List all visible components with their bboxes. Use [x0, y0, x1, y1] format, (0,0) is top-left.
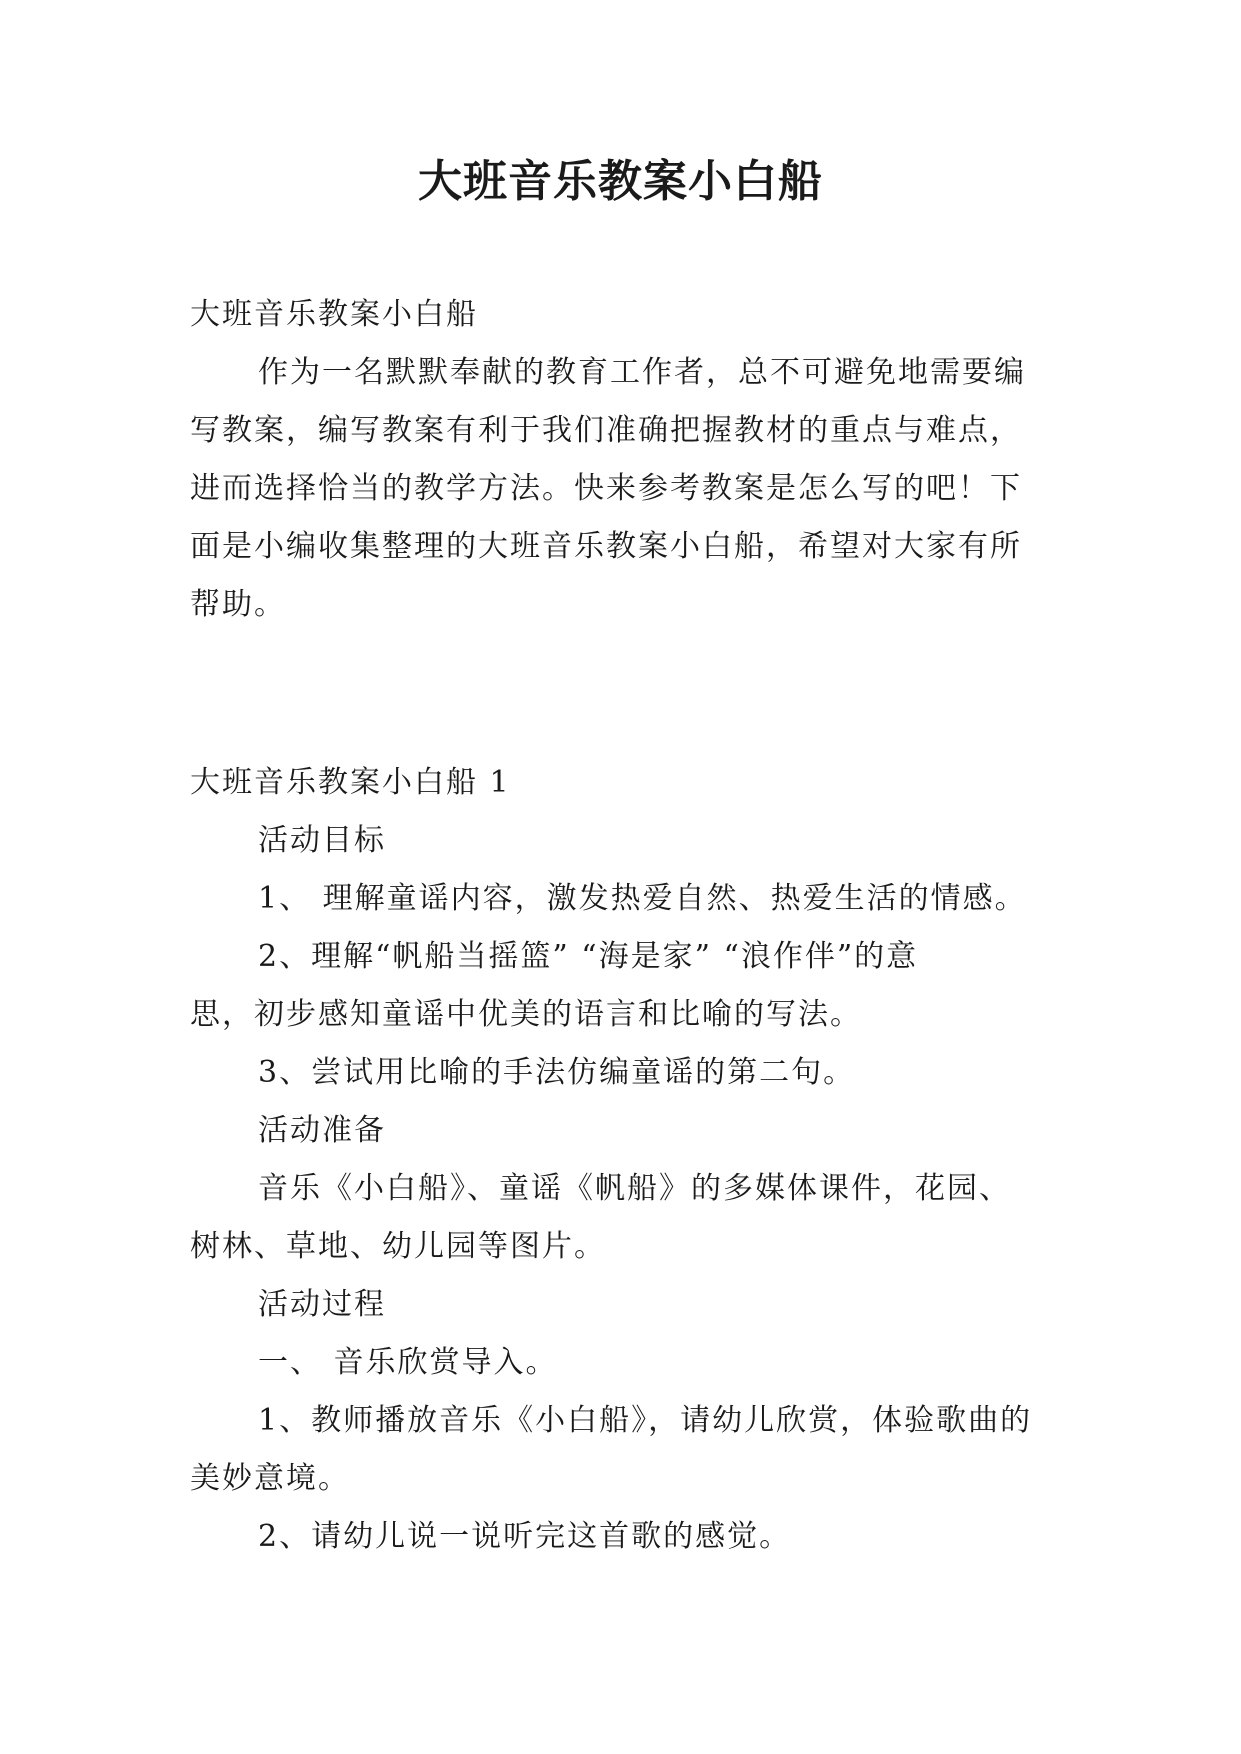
process-heading: 活动过程 [258, 1287, 386, 1322]
intro-heading: 大班音乐教案小白船 [190, 297, 478, 332]
goal-heading: 活动目标 [258, 823, 386, 858]
document-title: 大班音乐教案小白船 [418, 156, 823, 207]
intro-section [190, 286, 1070, 634]
goal-item-3: 3、尝试用比喻的手法仿编童谣的第二句。 [258, 1055, 856, 1090]
goal-item-2: 2、理解“帆船当摇篮” “海是家” “浪作伴”的意 [258, 939, 919, 974]
intro-paragraph-line: 写教案，编写教案有利于我们准确把握教材的重点与难点， [190, 413, 1022, 448]
preparation-heading: 活动准备 [258, 1113, 386, 1148]
intro-paragraph-line: 帮助。 [190, 587, 286, 622]
intro-paragraph-line: 进而选择恰当的教学方法。快来参考教案是怎么写的吧！下 [190, 471, 1022, 506]
lesson-section-1 [190, 754, 1070, 1566]
process-step-1-1-continued: 美妙意境。 [190, 1461, 350, 1496]
process-step-1-1: 1、教师播放音乐《小白船》，请幼儿欣赏，体验歌曲的 [258, 1403, 1033, 1438]
goal-item-2-continued: 思，初步感知童谣中优美的语言和比喻的写法。 [190, 997, 862, 1032]
intro-paragraph-line: 作为一名默默奉献的教育工作者，总不可避免地需要编 [258, 355, 1026, 390]
goal-item-1: 1、 理解童谣内容，激发热爱自然、热爱生活的情感。 [258, 881, 1027, 916]
preparation-text-continued: 树林、草地、幼儿园等图片。 [190, 1229, 606, 1264]
preparation-text: 音乐《小白船》、童谣《帆船》的多媒体课件，花园、 [258, 1171, 1011, 1206]
process-step-1: 一、 音乐欣赏导入。 [258, 1345, 558, 1380]
process-step-1-2: 2、请幼儿说一说听完这首歌的感觉。 [258, 1519, 792, 1554]
intro-paragraph-line: 面是小编收集整理的大班音乐教案小白船，希望对大家有所 [190, 529, 1022, 564]
section-heading: 大班音乐教案小白船 1 [190, 765, 511, 800]
